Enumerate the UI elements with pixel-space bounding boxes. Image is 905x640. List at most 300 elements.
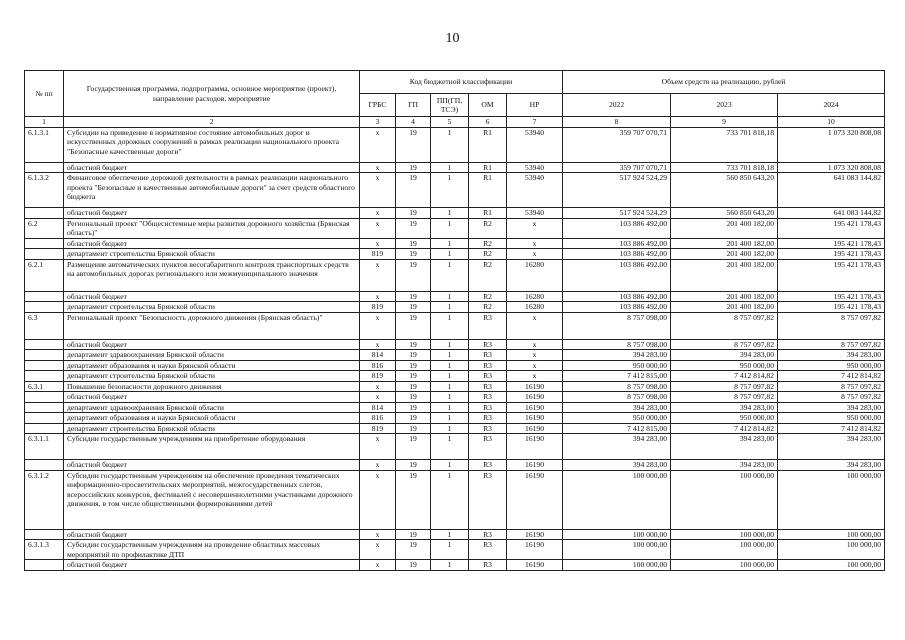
row-name: областной бюджет (64, 208, 360, 219)
gp-code: 19 (396, 208, 431, 219)
amount-2023: 560 850 643,20 (671, 208, 778, 219)
table-body (25, 127, 885, 570)
amount-2024: 1 073 320 808,08 (778, 162, 885, 173)
amount-2023: 8 757 097,82 (671, 381, 778, 392)
row-number (25, 302, 64, 313)
amount-2024: 950 000,00 (778, 413, 885, 424)
gp-code: 19 (396, 392, 431, 403)
header-budget-code: Код бюджетной классификации (360, 71, 563, 94)
gp-code: 19 (396, 540, 431, 560)
np-code: 16190 (507, 560, 563, 571)
row-number (25, 402, 64, 413)
amount-2023: 201 400 182,00 (671, 218, 778, 238)
row-number: 6.3.1.2 (25, 470, 64, 529)
grbs-code: х (360, 259, 396, 291)
header-ppgp: ПП(ГП, ТСЭ) (431, 94, 469, 117)
grbs-code: 816 (360, 360, 396, 371)
row-name: областной бюджет (64, 529, 360, 540)
amount-2022: 103 886 492,00 (563, 238, 671, 249)
gp-code: 19 (396, 173, 431, 208)
row-number (25, 249, 64, 260)
ppgp-code: 1 (431, 173, 469, 208)
row-name: департамент образования и науки Брянской области (64, 360, 360, 371)
grbs-code: 819 (360, 302, 396, 313)
row-name: областной бюджет (64, 560, 360, 571)
amount-2023: 733 701 818,18 (671, 162, 778, 173)
grbs-code: 814 (360, 350, 396, 361)
row-name: департамент строительства Брянской области (64, 249, 360, 260)
amount-2022: 100 000,00 (563, 540, 671, 560)
amount-2024: 8 757 097,82 (778, 339, 885, 350)
np-code: 16190 (507, 434, 563, 460)
row-number (25, 529, 64, 540)
gp-code: 19 (396, 423, 431, 434)
amount-2022: 950 000,00 (563, 360, 671, 371)
gp-code: 19 (396, 560, 431, 571)
table-row (25, 460, 885, 471)
amount-2023: 8 757 097,82 (671, 392, 778, 403)
table-row (25, 350, 885, 361)
amount-2023: 560 850 643,20 (671, 173, 778, 208)
row-number: 6.2.1 (25, 259, 64, 291)
amount-2022: 103 886 492,00 (563, 218, 671, 238)
row-name: Субсидии государственным учреждениям на обеспечение проведения тематических информационно-просветительских мероприятий, межгосударственных слетов, всероссийских конкурсов, фестивалей с несовершеннолетними участниками дорожного движения, в том числе общественными формированиями детей (64, 470, 360, 529)
om-code: R2 (469, 302, 507, 313)
col-number: 8 (563, 117, 671, 128)
amount-2022: 8 757 098,00 (563, 312, 671, 339)
om-code: R3 (469, 402, 507, 413)
np-code: 16190 (507, 392, 563, 403)
gp-code: 19 (396, 312, 431, 339)
amount-2022: 103 886 492,00 (563, 291, 671, 302)
amount-2024: 394 283,00 (778, 460, 885, 471)
row-number (25, 392, 64, 403)
gp-code: 19 (396, 339, 431, 350)
amount-2024: 8 757 097,82 (778, 312, 885, 339)
om-code: R3 (469, 460, 507, 471)
gp-code: 19 (396, 162, 431, 173)
grbs-code: х (360, 312, 396, 339)
amount-2023: 100 000,00 (671, 540, 778, 560)
np-code: х (507, 360, 563, 371)
gp-code: 19 (396, 291, 431, 302)
amount-2022: 8 757 098,00 (563, 392, 671, 403)
row-number: 6.3.1.3 (25, 540, 64, 560)
ppgp-code: 1 (431, 529, 469, 540)
om-code: R3 (469, 413, 507, 424)
gp-code: 19 (396, 434, 431, 460)
amount-2024: 8 757 097,82 (778, 392, 885, 403)
gp-code: 19 (396, 127, 431, 162)
row-number: 6.3.1.1 (25, 434, 64, 460)
amount-2022: 103 886 492,00 (563, 249, 671, 260)
np-code: 16190 (507, 540, 563, 560)
amount-2022: 394 283,00 (563, 460, 671, 471)
om-code: R1 (469, 162, 507, 173)
amount-2023: 394 283,00 (671, 460, 778, 471)
om-code: R3 (469, 434, 507, 460)
om-code: R1 (469, 127, 507, 162)
row-name: Повышение безопасности дорожного движения (64, 381, 360, 392)
amount-2024: 100 000,00 (778, 529, 885, 540)
amount-2024: 394 283,00 (778, 350, 885, 361)
amount-2022: 7 412 815,00 (563, 371, 671, 382)
header-gp: ГП (396, 94, 431, 117)
table-row (25, 339, 885, 350)
table-row (25, 470, 885, 529)
amount-2024: 195 421 178,43 (778, 218, 885, 238)
grbs-code: 816 (360, 413, 396, 424)
np-code: 16190 (507, 460, 563, 471)
amount-2022: 517 924 524,29 (563, 208, 671, 219)
row-name: департамент строительства Брянской области (64, 302, 360, 313)
om-code: R3 (469, 470, 507, 529)
amount-2023: 201 400 182,00 (671, 259, 778, 291)
row-name: Финансовое обеспечение дорожной деятельности в рамках реализации национального проекта "Безопасные и качественные автомобильные дороги" за счет средств областного бюджета (64, 173, 360, 208)
amount-2024: 100 000,00 (778, 470, 885, 529)
row-number (25, 238, 64, 249)
amount-2022: 100 000,00 (563, 560, 671, 571)
ppgp-code: 1 (431, 360, 469, 371)
np-code: 53940 (507, 162, 563, 173)
grbs-code: х (360, 529, 396, 540)
ppgp-code: 1 (431, 238, 469, 249)
amount-2023: 7 412 814,82 (671, 423, 778, 434)
amount-2024: 394 283,00 (778, 434, 885, 460)
row-name: Субсидии государственным учреждениям на проведение областных массовых мероприятий по профилактике ДТП (64, 540, 360, 560)
amount-2024: 641 083 144,82 (778, 208, 885, 219)
table-row (25, 540, 885, 560)
ppgp-code: 1 (431, 218, 469, 238)
amount-2024: 394 283,00 (778, 402, 885, 413)
amount-2024: 100 000,00 (778, 540, 885, 560)
gp-code: 19 (396, 381, 431, 392)
om-code: R3 (469, 312, 507, 339)
np-code: х (507, 238, 563, 249)
header-funding: Объем средств на реализацию, рублей (563, 71, 885, 94)
amount-2022: 359 707 070,71 (563, 127, 671, 162)
grbs-code: 819 (360, 423, 396, 434)
grbs-code: 819 (360, 249, 396, 260)
table-row (25, 127, 885, 162)
row-name: областной бюджет (64, 392, 360, 403)
om-code: R3 (469, 529, 507, 540)
om-code: R2 (469, 291, 507, 302)
table-row (25, 392, 885, 403)
amount-2023: 733 701 818,18 (671, 127, 778, 162)
col-number: 3 (360, 117, 396, 128)
row-name: департамент образования и науки Брянской области (64, 413, 360, 424)
amount-2022: 394 283,00 (563, 434, 671, 460)
amount-2024: 8 757 097,82 (778, 381, 885, 392)
row-name: областной бюджет (64, 460, 360, 471)
row-number (25, 350, 64, 361)
ppgp-code: 1 (431, 339, 469, 350)
grbs-code: х (360, 208, 396, 219)
amount-2022: 7 412 815,00 (563, 423, 671, 434)
amount-2023: 100 000,00 (671, 470, 778, 529)
amount-2022: 103 886 492,00 (563, 259, 671, 291)
table-row (25, 423, 885, 434)
budget-table (24, 70, 885, 571)
ppgp-code: 1 (431, 381, 469, 392)
np-code: 16190 (507, 529, 563, 540)
row-number: 6.3 (25, 312, 64, 339)
np-code: 16190 (507, 423, 563, 434)
row-number (25, 460, 64, 471)
np-code: 16190 (507, 402, 563, 413)
om-code: R3 (469, 381, 507, 392)
ppgp-code: 1 (431, 291, 469, 302)
row-name: Размещение автоматических пунктов весогабаритного контроля транспортных средств на автомобильных дорогах регионального или межмуниципального значения (64, 259, 360, 291)
table-row (25, 218, 885, 238)
amount-2024: 100 000,00 (778, 560, 885, 571)
om-code: R2 (469, 238, 507, 249)
row-number (25, 162, 64, 173)
amount-2024: 7 412 814,82 (778, 423, 885, 434)
amount-2023: 394 283,00 (671, 434, 778, 460)
om-code: R3 (469, 423, 507, 434)
ppgp-code: 1 (431, 259, 469, 291)
amount-2023: 201 400 182,00 (671, 238, 778, 249)
table-row (25, 413, 885, 424)
ppgp-code: 1 (431, 249, 469, 260)
np-code: х (507, 218, 563, 238)
row-number (25, 360, 64, 371)
row-name: Субсидии государственным учреждениям на приобретение оборудования (64, 434, 360, 460)
row-number: 6.1.3.1 (25, 127, 64, 162)
row-name: областной бюджет (64, 162, 360, 173)
om-code: R3 (469, 540, 507, 560)
col-number: 2 (64, 117, 360, 128)
row-number: 6.3.1 (25, 381, 64, 392)
om-code: R3 (469, 560, 507, 571)
table-row (25, 259, 885, 291)
om-code: R3 (469, 339, 507, 350)
amount-2024: 1 073 320 808,08 (778, 127, 885, 162)
amount-2023: 950 000,00 (671, 360, 778, 371)
amount-2022: 394 283,00 (563, 350, 671, 361)
row-name: департамент здравоохранения Брянской области (64, 350, 360, 361)
amount-2023: 394 283,00 (671, 350, 778, 361)
np-code: х (507, 249, 563, 260)
grbs-code: х (360, 540, 396, 560)
row-number (25, 413, 64, 424)
amount-2023: 7 412 814,82 (671, 371, 778, 382)
col-number: 5 (431, 117, 469, 128)
table-row (25, 302, 885, 313)
grbs-code: х (360, 291, 396, 302)
np-code: 53940 (507, 127, 563, 162)
amount-2022: 8 757 098,00 (563, 339, 671, 350)
table-row (25, 312, 885, 339)
amount-2023: 394 283,00 (671, 402, 778, 413)
amount-2022: 517 924 524,29 (563, 173, 671, 208)
om-code: R2 (469, 218, 507, 238)
ppgp-code: 1 (431, 392, 469, 403)
amount-2022: 100 000,00 (563, 529, 671, 540)
grbs-code: х (360, 173, 396, 208)
om-code: R1 (469, 208, 507, 219)
np-code: 16280 (507, 291, 563, 302)
row-number (25, 423, 64, 434)
table-row (25, 208, 885, 219)
header-om: ОМ (469, 94, 507, 117)
table-row (25, 173, 885, 208)
ppgp-code: 1 (431, 413, 469, 424)
om-code: R1 (469, 173, 507, 208)
table-row (25, 249, 885, 260)
row-name: департамент строительства Брянской области (64, 423, 360, 434)
grbs-code: х (360, 238, 396, 249)
gp-code: 19 (396, 460, 431, 471)
np-code: 16190 (507, 413, 563, 424)
np-code: х (507, 350, 563, 361)
grbs-code: х (360, 339, 396, 350)
header-year-2022: 2022 (563, 94, 671, 117)
header-year-2024: 2024 (778, 94, 885, 117)
gp-code: 19 (396, 470, 431, 529)
grbs-code: х (360, 381, 396, 392)
grbs-code: х (360, 127, 396, 162)
gp-code: 19 (396, 302, 431, 313)
amount-2023: 201 400 182,00 (671, 291, 778, 302)
om-code: R3 (469, 360, 507, 371)
table-row (25, 381, 885, 392)
row-name: Региональный проект "Безопасность дорожного движения (Брянская область)" (64, 312, 360, 339)
gp-code: 19 (396, 259, 431, 291)
grbs-code: 814 (360, 402, 396, 413)
np-code: х (507, 371, 563, 382)
amount-2022: 103 886 492,00 (563, 302, 671, 313)
grbs-code: х (360, 460, 396, 471)
om-code: R2 (469, 259, 507, 291)
row-name: областной бюджет (64, 238, 360, 249)
amount-2023: 8 757 097,82 (671, 339, 778, 350)
amount-2024: 7 412 814,82 (778, 371, 885, 382)
header-name: Государственная программа, подпрограмма, основное мероприятие (проект), направление расходов, мероприятие (64, 71, 360, 117)
gp-code: 19 (396, 360, 431, 371)
gp-code: 19 (396, 249, 431, 260)
gp-code: 19 (396, 218, 431, 238)
header-year-2023: 2023 (671, 94, 778, 117)
gp-code: 19 (396, 371, 431, 382)
amount-2024: 195 421 178,43 (778, 291, 885, 302)
np-code: х (507, 312, 563, 339)
grbs-code: х (360, 162, 396, 173)
ppgp-code: 1 (431, 460, 469, 471)
amount-2024: 195 421 178,43 (778, 302, 885, 313)
col-number: 7 (507, 117, 563, 128)
ppgp-code: 1 (431, 162, 469, 173)
amount-2023: 8 757 097,82 (671, 312, 778, 339)
col-number: 1 (25, 117, 64, 128)
header-num: № пп (25, 71, 64, 117)
table-row (25, 529, 885, 540)
om-code: R3 (469, 350, 507, 361)
gp-code: 19 (396, 350, 431, 361)
om-code: R3 (469, 392, 507, 403)
gp-code: 19 (396, 413, 431, 424)
np-code: 16280 (507, 302, 563, 313)
amount-2023: 950 000,00 (671, 413, 778, 424)
ppgp-code: 1 (431, 540, 469, 560)
np-code: 16190 (507, 381, 563, 392)
row-name: департамент здравоохранения Брянской области (64, 402, 360, 413)
row-name: департамент строительства Брянской области (64, 371, 360, 382)
ppgp-code: 1 (431, 402, 469, 413)
ppgp-code: 1 (431, 302, 469, 313)
amount-2022: 394 283,00 (563, 402, 671, 413)
row-number: 6.2 (25, 218, 64, 238)
ppgp-code: 1 (431, 127, 469, 162)
header-grbs: ГРБС (360, 94, 396, 117)
table-row (25, 434, 885, 460)
table-row (25, 291, 885, 302)
grbs-code: х (360, 218, 396, 238)
table-row (25, 238, 885, 249)
om-code: R3 (469, 371, 507, 382)
amount-2023: 100 000,00 (671, 560, 778, 571)
amount-2022: 100 000,00 (563, 470, 671, 529)
amount-2023: 201 400 182,00 (671, 302, 778, 313)
row-name: областной бюджет (64, 339, 360, 350)
col-number: 10 (778, 117, 885, 128)
col-number: 4 (396, 117, 431, 128)
amount-2023: 201 400 182,00 (671, 249, 778, 260)
np-code: 16190 (507, 470, 563, 529)
row-number (25, 560, 64, 571)
amount-2024: 195 421 178,43 (778, 259, 885, 291)
ppgp-code: 1 (431, 371, 469, 382)
row-number (25, 371, 64, 382)
table-row (25, 371, 885, 382)
row-name: Региональный проект "Общесистемные меры развития дорожного хозяйства (Брянская область)" (64, 218, 360, 238)
ppgp-code: 1 (431, 470, 469, 529)
grbs-code: 819 (360, 371, 396, 382)
np-code: 16280 (507, 259, 563, 291)
table-row (25, 402, 885, 413)
row-name: Субсидии на приведение в нормативное состояние автомобильных дорог и искусственных дорожных сооружений в рамках реализации национального проекта "Безопасные качественные дороги" (64, 127, 360, 162)
header-np: НР (507, 94, 563, 117)
ppgp-code: 1 (431, 312, 469, 339)
np-code: 53940 (507, 208, 563, 219)
amount-2024: 195 421 178,43 (778, 249, 885, 260)
table-row (25, 162, 885, 173)
page-number: 10 (445, 31, 460, 46)
table-row (25, 560, 885, 571)
om-code: R2 (469, 249, 507, 260)
row-number (25, 339, 64, 350)
grbs-code: х (360, 470, 396, 529)
ppgp-code: 1 (431, 560, 469, 571)
ppgp-code: 1 (431, 208, 469, 219)
amount-2024: 950 000,00 (778, 360, 885, 371)
amount-2023: 100 000,00 (671, 529, 778, 540)
row-number (25, 291, 64, 302)
row-name: областной бюджет (64, 291, 360, 302)
ppgp-code: 1 (431, 350, 469, 361)
row-number (25, 208, 64, 219)
gp-code: 19 (396, 238, 431, 249)
grbs-code: х (360, 560, 396, 571)
col-number: 9 (671, 117, 778, 128)
ppgp-code: 1 (431, 423, 469, 434)
np-code: х (507, 339, 563, 350)
table-row (25, 360, 885, 371)
gp-code: 19 (396, 529, 431, 540)
row-number: 6.1.3.2 (25, 173, 64, 208)
